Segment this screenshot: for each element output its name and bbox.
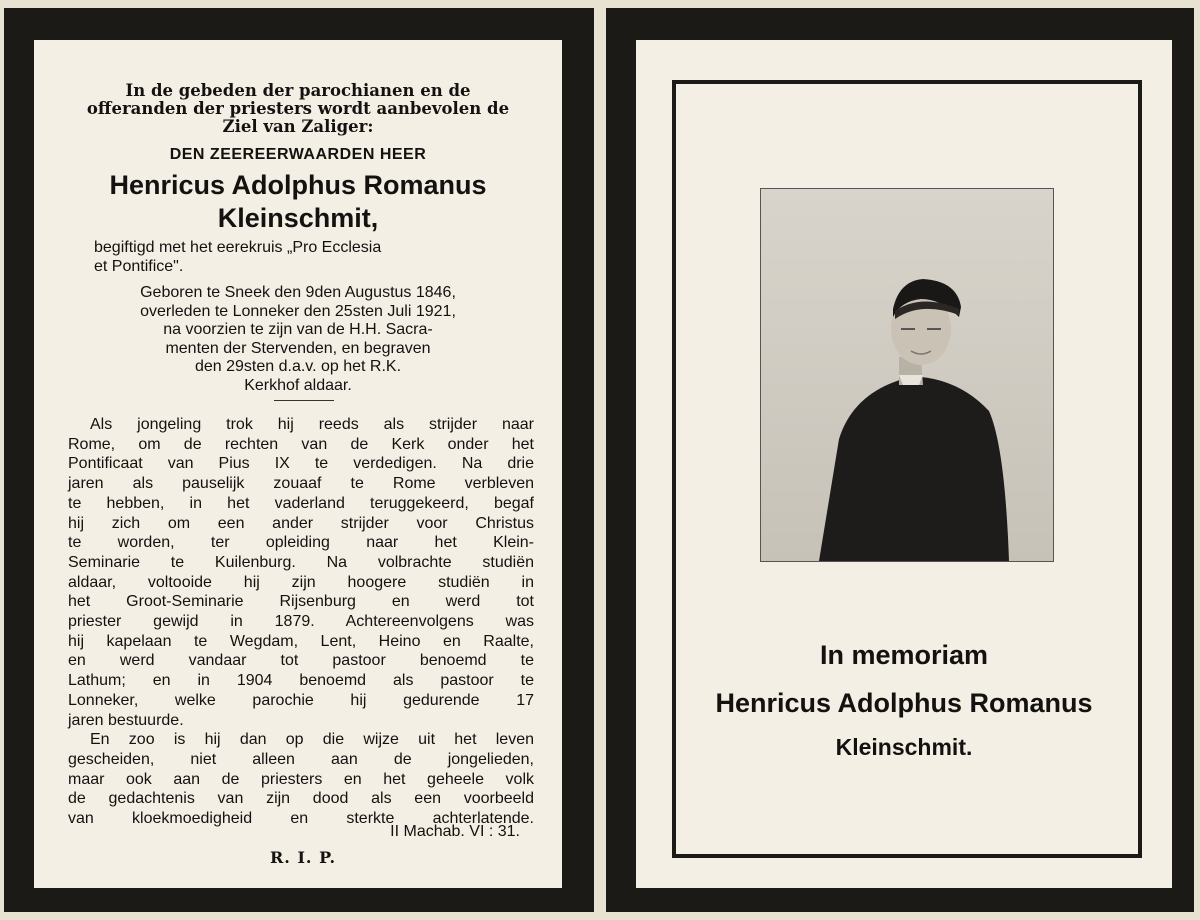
separator-rule bbox=[274, 400, 334, 401]
bio-line: priester gewijd in 1879. Achtereenvolgens was bbox=[68, 613, 534, 631]
dates-line: menten der Stervenden, en begraven bbox=[165, 339, 431, 357]
memorial-name: Henricus Adolphus Romanus bbox=[715, 688, 1093, 718]
rip-closing: R. I. P. bbox=[270, 848, 337, 867]
bio-line: te hebben, in het vaderland teruggekeerd, begaf bbox=[68, 494, 534, 512]
bio-line: Lonneker, welke parochie hij gedurende 17 bbox=[68, 691, 534, 709]
deceased-name: Henricus Adolphus Romanus bbox=[109, 170, 487, 200]
memorial-surname: Kleinschmit. bbox=[835, 734, 973, 760]
bio-line: het Groot-Seminarie Rijsenburg en werd tot bbox=[68, 593, 534, 611]
bio-line: jaren bestuurde. bbox=[68, 711, 184, 729]
dates-line: den 29sten d.a.v. op het R.K. bbox=[194, 358, 402, 375]
life-dates-text bbox=[34, 284, 562, 395]
scripture-reference: II Machab. VI : 31. bbox=[390, 823, 520, 840]
right-card-border bbox=[606, 8, 1194, 912]
priest-portrait-icon bbox=[761, 189, 1053, 561]
dates-line: Geboren te Sneek den 9den Augustus 1846, bbox=[140, 284, 456, 301]
bio-line: van kloekmoedigheid en sterkte achterlatende. bbox=[68, 810, 534, 828]
decoration-line: et Pontifice". bbox=[94, 258, 184, 275]
left-card-border bbox=[4, 8, 594, 912]
deceased-surname: Kleinschmit, bbox=[217, 203, 379, 233]
bio-line: en werd vandaar tot pastoor benoemd te bbox=[68, 652, 534, 670]
bio-line: te worden, ter opleiding naar het Klein- bbox=[68, 534, 534, 552]
honorific-title: DEN ZEEREERWAARDEN HEER bbox=[169, 146, 427, 163]
bio-line: Rome, om de rechten van de Kerk onder het bbox=[68, 435, 534, 453]
biography-text bbox=[68, 415, 534, 829]
bio-line: hij zich om een ander strijder voor Christus bbox=[68, 514, 534, 532]
intro-text bbox=[34, 82, 562, 136]
left-card-page bbox=[34, 40, 562, 888]
dates-line: overleden te Lonneker den 25sten Juli 1921, bbox=[140, 302, 456, 320]
dates-line: na voorzien te zijn van de H.H. Sacra- bbox=[163, 321, 433, 338]
decoration-line: begiftigd met het eerekruis „Pro Ecclesia bbox=[94, 239, 382, 256]
in-memoriam-heading: In memoriam bbox=[819, 640, 989, 670]
priest-portrait-photo bbox=[760, 188, 1054, 562]
bio-line: gescheiden, niet alleen aan de jongelieden, bbox=[68, 750, 534, 768]
bio-line: Seminarie te Kuilenburg. Na volbrachte studiën bbox=[68, 553, 534, 571]
bio-line: Pontificaat van Pius IX te verdedigen. Na drie bbox=[68, 455, 534, 473]
bio-line: maar ook aan de priesters en het geheele volk bbox=[68, 770, 534, 788]
bio-line: Als jongeling trok hij reeds als strijder naar bbox=[90, 416, 534, 433]
intro-line: Ziel van Zaliger: bbox=[222, 117, 374, 136]
intro-line: offeranden der priesters wordt aanbevolen de bbox=[86, 99, 510, 118]
dates-line: Kerkhof aldaar. bbox=[244, 376, 352, 394]
intro-line: In de gebeden der parochianen en de bbox=[125, 81, 471, 100]
decoration-text bbox=[94, 238, 522, 276]
right-card-page bbox=[636, 40, 1172, 888]
bio-line: aldaar, voltooide hij zijn hoogere studiën in bbox=[68, 573, 534, 591]
bio-line: jaren als pauselijk zouaaf te Rome verbleven bbox=[68, 475, 534, 493]
bio-line: de gedachtenis van zijn dood als een voorbeeld bbox=[68, 790, 534, 808]
bio-line: Lathum; en in 1904 benoemd als pastoor te bbox=[68, 672, 534, 690]
bio-line: hij kapelaan te Wegdam, Lent, Heino en Raalte, bbox=[68, 632, 534, 650]
bio-line: En zoo is hij dan op die wijze uit het leven bbox=[90, 731, 534, 749]
